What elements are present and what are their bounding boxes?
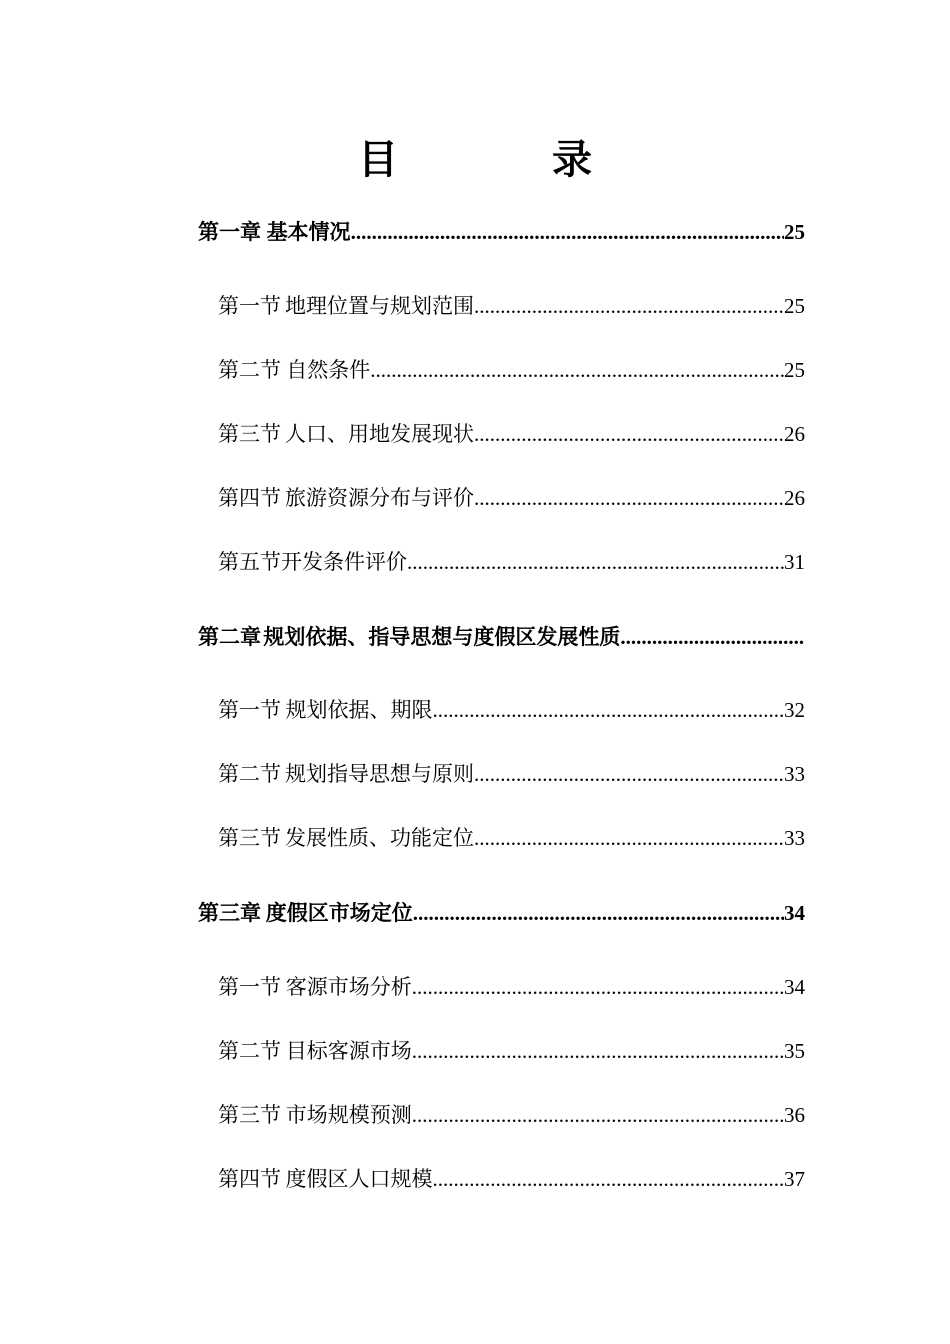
toc-entry-page: 26: [784, 422, 805, 446]
toc-entry-chapter-1[interactable]: [198, 216, 805, 248]
toc-entry-page: 32: [784, 698, 805, 722]
toc-entry-number: 第二节: [218, 1039, 281, 1063]
toc-entry-number: 第五节: [218, 550, 281, 574]
toc-title: 目 录: [358, 137, 662, 183]
toc-entry-number: 第二章: [198, 625, 261, 649]
toc-entry-text: 客源市场分析: [285, 975, 412, 999]
toc-entry-section[interactable]: [218, 758, 805, 790]
toc-entry-section[interactable]: [218, 546, 805, 578]
toc-leader-dots: [474, 758, 784, 790]
toc-entry-number: 第三节: [218, 826, 281, 850]
toc-entry-number: 第四节: [218, 1167, 281, 1191]
toc-entry-page: 31: [784, 550, 805, 574]
toc-entry-section[interactable]: [218, 354, 805, 386]
toc-entry-section[interactable]: [218, 971, 805, 1003]
toc-entry-number: 第三节: [218, 1103, 281, 1127]
toc-entry-page: 26: [784, 486, 805, 510]
toc-entry-section[interactable]: [218, 290, 805, 322]
toc-leader-dots: [412, 1099, 784, 1131]
toc-entry-text: 自然条件: [286, 358, 371, 382]
toc-entry-text: 目标客源市场: [285, 1039, 412, 1063]
toc-entry-number: 第一节: [218, 975, 281, 999]
toc-entry-text: 发展性质、功能定位: [284, 826, 474, 850]
toc-entry-text: 度假区市场定位: [265, 901, 413, 925]
toc-leader-dots: [474, 482, 784, 514]
toc-entry-text: 开发条件评价: [281, 550, 407, 574]
toc-entry-page: 25: [784, 294, 805, 318]
toc-entry-page: 34: [784, 901, 805, 925]
toc-entry-page: 25: [784, 358, 805, 382]
toc-entry-section[interactable]: [218, 1035, 805, 1067]
toc-entry-number: 第一节: [218, 698, 281, 722]
toc-entry-text: 市场规模预测: [285, 1103, 412, 1127]
toc-leader-dots: [474, 290, 784, 322]
toc-entry-chapter-2[interactable]: [198, 621, 805, 653]
toc-entry-text: 旅游资源分布与评价: [284, 486, 474, 510]
toc-leader-dots: [407, 546, 784, 578]
toc-entry-text: 人口、用地发展现状: [284, 422, 474, 446]
toc-entry-chapter-3[interactable]: [198, 897, 805, 929]
toc-entry-text: 度假区人口规模: [285, 1167, 433, 1191]
toc-entry-page: 35: [784, 1039, 805, 1063]
toc-entry-section[interactable]: [218, 694, 805, 726]
toc-entry-section[interactable]: [218, 1163, 805, 1195]
toc-entry-section[interactable]: [218, 822, 805, 854]
toc-entry-page: 37: [784, 1167, 805, 1191]
toc-entry-page: 33: [784, 762, 805, 786]
toc-entry-page: 34: [784, 975, 805, 999]
toc-entry-text: 地理位置与规划范围: [284, 294, 474, 318]
toc-entry-text: 规划依据、期限: [285, 698, 433, 722]
toc-entry-section[interactable]: [218, 418, 805, 450]
toc-leader-dots: [370, 354, 784, 386]
toc-leader-dots: [433, 1163, 785, 1195]
toc-entry-page: 33: [784, 826, 805, 850]
toc-entry-number: 第三章: [198, 901, 261, 925]
toc-entry-number: 第一节: [218, 294, 281, 318]
toc-entry-page: 36: [784, 1103, 805, 1127]
toc-entry-number: 第二节: [218, 762, 281, 786]
toc-entry-text: 规划指导思想与原则: [284, 762, 474, 786]
toc-entry-section[interactable]: [218, 1099, 805, 1131]
toc-leader-dots: [413, 897, 784, 929]
toc-entry-number: 第一章: [198, 220, 261, 244]
toc-leader-dots: [474, 822, 784, 854]
toc-leader-dots: [474, 418, 784, 450]
toc-leader-dots: [412, 1035, 784, 1067]
toc-leader-dots: [351, 216, 784, 248]
toc-leader-dots: [620, 621, 805, 653]
toc-entry-number: 第三节: [218, 422, 281, 446]
toc-entry-text: 规划依据、指导思想与度假区发展性质: [263, 625, 621, 649]
toc-entry-page: 25: [784, 220, 805, 244]
toc-entry-section[interactable]: [218, 482, 805, 514]
toc-entry-number: 第二节: [218, 358, 281, 382]
toc-entry-text: 基本情况: [266, 220, 351, 244]
toc-leader-dots: [412, 971, 784, 1003]
toc-entry-number: 第四节: [218, 486, 281, 510]
toc-leader-dots: [433, 694, 785, 726]
